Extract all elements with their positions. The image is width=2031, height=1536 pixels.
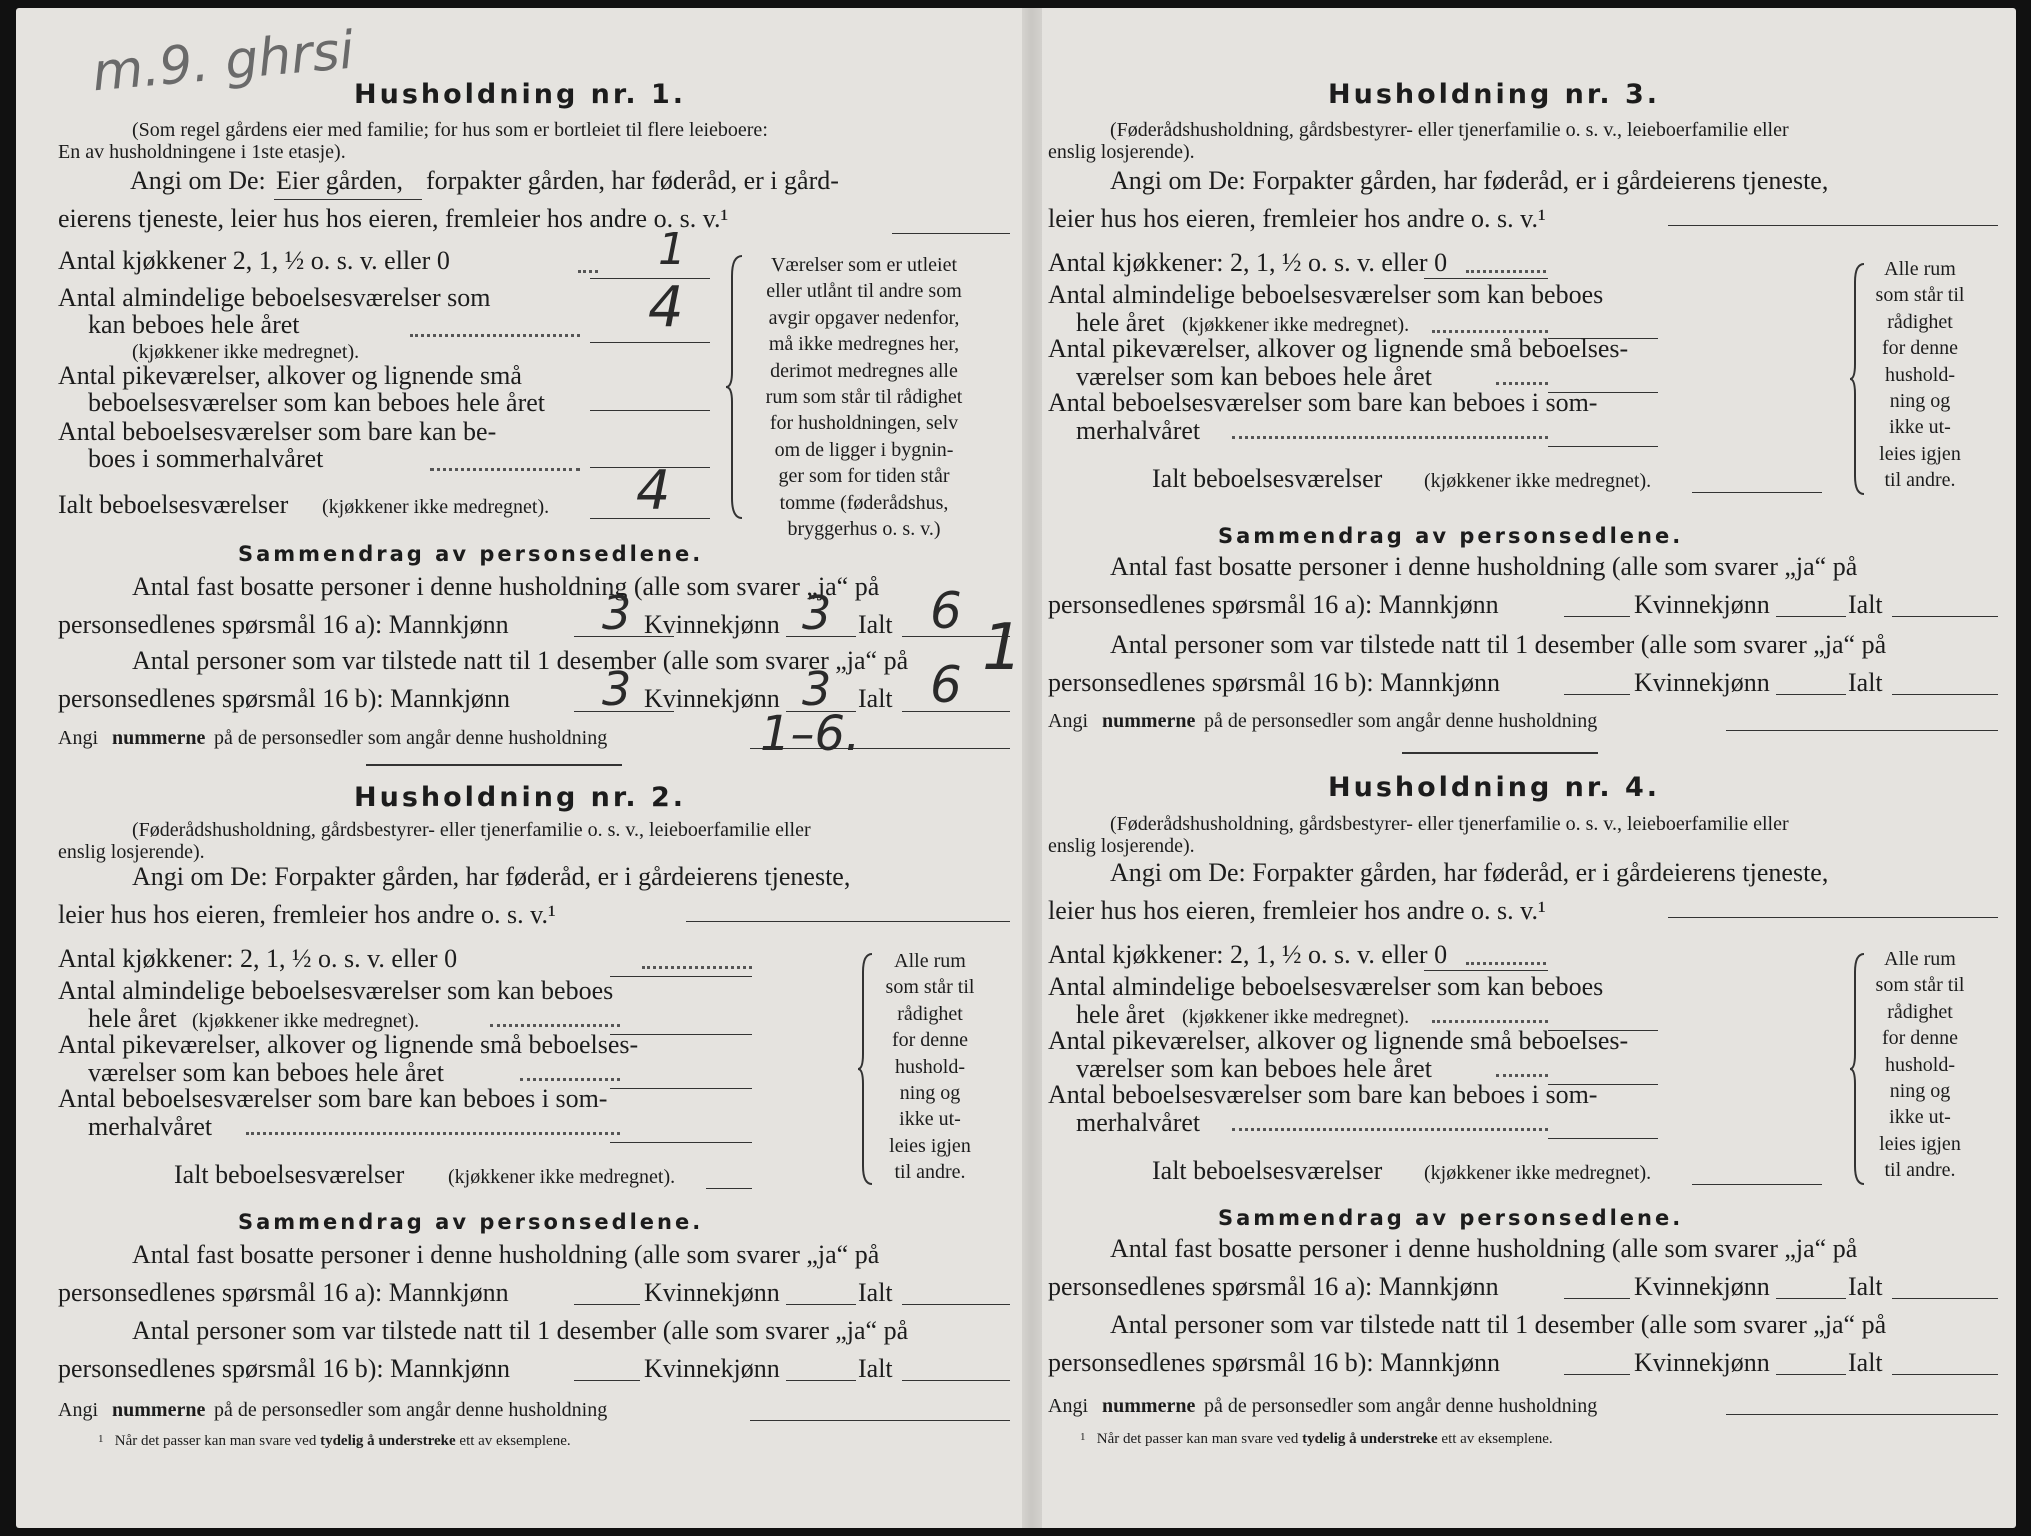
footnote-left	[98, 1434, 571, 1449]
household-4-note-line-1: (Føderådshusholdning, gårdsbestyrer- eller tjenerfamilie o. s. v., leieboerfamilie eller	[1110, 813, 1789, 835]
household-3-summary-residents-text: Antal fast bosatte personer i denne husholdning (alle som svarer „ja“ på	[1110, 552, 1858, 581]
brace-note-line: ning og	[1889, 389, 1951, 412]
household-3-summary-present-women-line	[1776, 694, 1846, 695]
household-4-numbers-keyword: nummerne	[1102, 1395, 1196, 1417]
household-2-summary-present-men-line	[574, 1380, 640, 1381]
brace-note-line: ikke ut-	[1889, 416, 1951, 439]
household-2-summary-present-total-label: Ialt	[858, 1354, 893, 1383]
brace-note-line: rum som står til rådighet	[765, 385, 963, 408]
footnote-emphasis: tydelig å understreke	[320, 1433, 456, 1449]
brace-note-line: ning og	[899, 1081, 961, 1104]
household-3-question-answer-line	[1668, 225, 1998, 226]
household-3-total-rooms-answer-line	[1692, 492, 1822, 493]
household-4-brace-note	[1860, 946, 1980, 1184]
household-1-summary-present-text: Antal personer som var tilstede natt til 1 desember (alle som svarer „ja“ på	[132, 646, 909, 675]
household-4-summary-present-total-line	[1892, 1374, 1998, 1375]
brace-note-line: rådighet	[1887, 1000, 1953, 1023]
separator	[366, 764, 622, 766]
household-3-summary-present-text: Antal personer som var tilstede natt til 1 desember (alle som svarer „ja“ på	[1110, 630, 1887, 659]
household-4-numbers-text: på de personsedler som angår denne husholdning	[1204, 1395, 1598, 1417]
household-3-summary-residents-men-label: personsedlenes spørsmål 16 a): Mannkjønn	[1048, 590, 1499, 619]
brace-note-line: om de ligger i bygnin-	[774, 438, 954, 461]
brace-note-line: til andre.	[1884, 1159, 1956, 1182]
household-4-total-rooms-note: (kjøkkener ikke medregnet).	[1424, 1162, 1652, 1184]
household-2-summary-present-men-label: personsedlenes spørsmål 16 b): Mannkjønn	[58, 1354, 511, 1383]
household-3-numbers-angi: Angi	[1048, 710, 1088, 732]
household-3-summer-rooms-label-2: merhalvåret	[1076, 416, 1201, 445]
household-4-summary-residents-men-label: personsedlenes spørsmål 16 a): Mannkjønn	[1048, 1272, 1499, 1301]
household-3-summary-present-women-label: Kvinnekjønn	[1634, 668, 1770, 697]
household-4-total-rooms-answer-line	[1692, 1184, 1822, 1185]
brace-note-line: ikke ut-	[899, 1108, 961, 1131]
household-3-summary-residents-total-line	[1892, 616, 1998, 617]
brace-note-line: rådighet	[1887, 310, 1953, 333]
household-3-question-line-1: Angi om De: Forpakter gården, har føderåd, er i gårdeierens tjeneste,	[1110, 166, 1829, 195]
household-4-small-rooms-label: Antal pikeværelser, alkover og lignende små beboelses-	[1048, 1026, 1629, 1055]
household-3-summary-residents-total-label: Ialt	[1848, 590, 1883, 619]
household-1-numbers-text: på de personsedler som angår denne husholdning	[214, 727, 608, 749]
right-page	[1046, 8, 2006, 1528]
household-4-rooms-label: Antal almindelige beboelsesværelser som kan beboes	[1048, 972, 1604, 1001]
household-2-summer-rooms-label-2: merhalvåret	[88, 1112, 213, 1141]
household-3-total-rooms-label: Ialt beboelsesværelser	[1152, 464, 1383, 493]
household-4-summary-present-men-label: personsedlenes spørsmål 16 b): Mannkjønn	[1048, 1348, 1501, 1377]
household-2-summary-present-total-line	[902, 1380, 1010, 1381]
household-1-summary-residents-men-label: personsedlenes spørsmål 16 a): Mannkjønn	[58, 610, 509, 639]
household-2-question-answer-line	[686, 921, 1010, 922]
household-1-rooms-label-2: kan beboes hele året	[88, 310, 300, 339]
brace-note-line: Alle rum	[894, 950, 966, 972]
household-2-total-rooms-note: (kjøkkener ikke medregnet).	[448, 1166, 676, 1188]
household-4-numbers-angi: Angi	[1048, 1395, 1088, 1417]
household-3-numbers-text: på de personsedler som angår denne husholdning	[1204, 710, 1598, 732]
household-2-question-line-2: leier hus hos eieren, fremleier hos andre o. s. v.¹	[58, 900, 556, 929]
household-1-summary-present-total-value: 6	[930, 656, 962, 714]
household-2-summary-present-text: Antal personer som var tilstede natt til 1 desember (alle som svarer „ja“ på	[132, 1316, 909, 1345]
household-3-summary-title: Sammendrag av personsedlene.	[1218, 524, 1684, 548]
household-2-summary-residents-total-line	[902, 1304, 1010, 1305]
household-3-summary-residents-women-line	[1776, 616, 1846, 617]
household-3-summary-present-men-line	[1564, 694, 1630, 695]
household-1-summary-residents-total-label: Ialt	[858, 610, 893, 639]
household-3-summary-present-total-line	[1892, 694, 1998, 695]
household-2-summer-rooms-label: Antal beboelsesværelser som bare kan beboes i som-	[58, 1084, 608, 1113]
dots	[1232, 436, 1548, 439]
dots	[1466, 270, 1546, 273]
dots	[1496, 1074, 1548, 1077]
household-3-note-line-2: enslig losjerende).	[1048, 141, 1195, 163]
brace-note-line: ning og	[1889, 1079, 1951, 1102]
footnote-right	[1080, 1432, 1553, 1447]
household-1-eier-underline	[274, 199, 422, 200]
brace-note-line: for denne	[1881, 337, 1959, 360]
household-3-total-rooms-note: (kjøkkener ikke medregnet).	[1424, 470, 1652, 492]
household-1-kitchens-value: 1	[658, 224, 686, 275]
household-4-summary-present-total-label: Ialt	[1848, 1348, 1883, 1377]
dots	[578, 270, 598, 273]
household-2-question-line-1: Angi om De: Forpakter gården, har føderåd, er i gårdeierens tjeneste,	[132, 862, 851, 891]
household-1-rooms-answer-line	[590, 342, 710, 343]
brace-note-line: rådighet	[897, 1002, 963, 1025]
brace-note-line: som står til	[1875, 974, 1965, 997]
household-3-numbers-answer-line	[1726, 730, 1998, 731]
brace-note-line: for denne	[891, 1029, 969, 1052]
brace-note-line: Alle rum	[1884, 948, 1956, 970]
page-fold	[1022, 8, 1042, 1528]
household-3-summary-present-men-label: personsedlenes spørsmål 16 b): Mannkjønn	[1048, 668, 1501, 697]
household-2-summer-rooms-answer-line	[610, 1142, 752, 1143]
household-3-rooms-label-2: hele året	[1076, 308, 1165, 337]
household-1-summer-rooms-label-2: boes i sommerhalvåret	[88, 444, 324, 473]
brace-note-line: ger som for tiden står	[778, 465, 950, 488]
household-2-small-rooms-label-2: værelser som kan beboes hele året	[88, 1058, 444, 1087]
household-1-summary-residents-women-label: Kvinnekjønn	[644, 610, 780, 639]
household-4-summer-rooms-answer-line	[1548, 1138, 1658, 1139]
household-1-note-line-1: (Som regel gårdens eier med familie; for hus som er bortleiet til flere leieboere:	[132, 119, 768, 141]
household-2-numbers-text: på de personsedler som angår denne husholdning	[214, 1399, 608, 1421]
brace-note-line: for husholdningen, selv	[769, 412, 959, 435]
household-2-small-rooms-answer-line	[610, 1088, 752, 1089]
household-2-numbers-keyword: nummerne	[112, 1399, 206, 1421]
household-1-small-rooms-label-2: beboelsesværelser som kan beboes hele året	[88, 388, 546, 417]
household-3-kitchens-answer-line	[1424, 278, 1548, 279]
brace-note-line: hushold-	[1885, 363, 1955, 386]
household-1-title: Husholdning nr. 1.	[354, 79, 687, 110]
household-4-question-answer-line	[1668, 917, 1998, 918]
footnote-text-a: Når det passer kan man svare ved	[1096, 1431, 1299, 1447]
household-2-rooms-label: Antal almindelige beboelsesværelser som kan beboes	[58, 976, 614, 1005]
household-2-numbers-answer-line	[750, 1420, 1010, 1421]
household-1-numbers-keyword: nummerne	[112, 727, 206, 749]
brace-note-line: leies igjen	[889, 1134, 971, 1157]
household-1-question-line-2: eierens tjeneste, leier hus hos eieren, fremleier hos andre o. s. v.¹	[58, 204, 729, 233]
household-4-rooms-label-2: hele året	[1076, 1000, 1165, 1029]
household-3-note-line-1: (Føderådshusholdning, gårdsbestyrer- eller tjenerfamilie o. s. v., leieboerfamilie eller	[1110, 119, 1789, 141]
dots	[430, 468, 580, 471]
household-4-summer-rooms-label: Antal beboelsesværelser som bare kan beboes i som-	[1048, 1080, 1598, 1109]
brace-note-line: for denne	[1881, 1027, 1959, 1050]
household-2-summary-present-women-line	[786, 1380, 856, 1381]
household-3-summer-rooms-answer-line	[1548, 446, 1658, 447]
dots	[1432, 330, 1548, 333]
household-2-summary-residents-men-line	[574, 1304, 640, 1305]
brace-note-line: til andre.	[1884, 469, 1956, 492]
household-4-kitchens-label: Antal kjøkkener: 2, 1, ½ o. s. v. eller 0	[1048, 940, 1448, 969]
household-3-summary-present-total-label: Ialt	[1848, 668, 1883, 697]
dots	[1496, 382, 1548, 385]
dots	[490, 1024, 620, 1027]
footnote-marker: 1	[1080, 1431, 1086, 1443]
census-form-sheet	[16, 8, 2016, 1528]
household-1-small-rooms-label: Antal pikeværelser, alkover og lignende små	[58, 361, 522, 390]
brace-note-line: hushold-	[1885, 1053, 1955, 1076]
household-3-summary-residents-men-line	[1564, 616, 1630, 617]
household-2-numbers-angi: Angi	[58, 1399, 98, 1421]
dots	[1432, 1020, 1548, 1023]
household-1-numbers-angi: Angi	[58, 727, 98, 749]
dots	[520, 1078, 620, 1081]
household-4-summary-residents-women-label: Kvinnekjønn	[1634, 1272, 1770, 1301]
household-2-note-line-2: enslig losjerende).	[58, 841, 205, 863]
brace-note-line: derimot medregnes alle	[770, 359, 958, 382]
household-1-summary-present-men-value: 3	[602, 662, 632, 716]
brace-note-line: til andre.	[894, 1161, 966, 1184]
household-1-summary-residents-women-value: 3	[802, 586, 832, 640]
household-2-summary-residents-women-label: Kvinnekjønn	[644, 1278, 780, 1307]
household-3-summer-rooms-label: Antal beboelsesværelser som bare kan beboes i som-	[1048, 388, 1598, 417]
footnote-text-a: Når det passer kan man svare ved	[114, 1433, 317, 1449]
household-4-question-line-1: Angi om De: Forpakter gården, har føderåd, er i gårdeierens tjeneste,	[1110, 858, 1829, 887]
household-4-total-rooms-label: Ialt beboelsesværelser	[1152, 1156, 1383, 1185]
household-1-question-prefix: Angi om De:	[130, 166, 266, 195]
household-1-summary-present-men-label: personsedlenes spørsmål 16 b): Mannkjønn	[58, 684, 511, 713]
brace-note-line: leies igjen	[1879, 1132, 1961, 1155]
household-2-summary-title: Sammendrag av personsedlene.	[238, 1210, 704, 1234]
household-3-numbers-keyword: nummerne	[1102, 710, 1196, 732]
household-4-note-line-2: enslig losjerende).	[1048, 835, 1195, 857]
footnote-text-c: ett av eksemplene.	[1441, 1431, 1553, 1447]
household-4-summary-present-women-line	[1776, 1374, 1846, 1375]
handwritten-corner-note: m.9. ghrsi	[89, 20, 357, 104]
household-1-rooms-label: Antal almindelige beboelsesværelser som	[58, 283, 491, 312]
household-2-summary-present-women-label: Kvinnekjønn	[644, 1354, 780, 1383]
household-4-rooms-note: (kjøkkener ikke medregnet).	[1182, 1006, 1410, 1028]
household-1-total-rooms-note: (kjøkkener ikke medregnet).	[322, 496, 550, 518]
household-2-kitchens-label: Antal kjøkkener: 2, 1, ½ o. s. v. eller 0	[58, 944, 458, 973]
household-3-brace-note	[1860, 256, 1980, 494]
household-3-question-line-2: leier hus hos eieren, fremleier hos andre o. s. v.¹	[1048, 204, 1546, 233]
household-2-total-rooms-label: Ialt beboelsesværelser	[174, 1160, 405, 1189]
household-1-summary-present-women-label: Kvinnekjønn	[644, 684, 780, 713]
household-2-small-rooms-label: Antal pikeværelser, alkover og lignende små beboelses-	[58, 1030, 639, 1059]
household-1-total-rooms-label: Ialt beboelsesværelser	[58, 490, 289, 519]
brace-note-line: tomme (føderådshus,	[779, 491, 949, 514]
separator	[1402, 752, 1598, 754]
household-4-summer-rooms-label-2: merhalvåret	[1076, 1108, 1201, 1137]
household-1-rooms-value: 4	[648, 275, 684, 340]
household-1-summary-present-women-value: 3	[802, 662, 832, 716]
household-4-summary-residents-total-line	[1892, 1298, 1998, 1299]
household-3-rooms-note: (kjøkkener ikke medregnet).	[1182, 314, 1410, 336]
household-2-title: Husholdning nr. 2.	[354, 782, 687, 813]
footnote-text-c: ett av eksemplene.	[459, 1433, 571, 1449]
household-1-question-answer-line	[892, 233, 1010, 234]
brace-note-line: leies igjen	[1879, 442, 1961, 465]
household-2-summary-residents-text: Antal fast bosatte personer i denne husholdning (alle som svarer „ja“ på	[132, 1240, 880, 1269]
household-1-summary-residents-text: Antal fast bosatte personer i denne husholdning (alle som svarer „ja“ på	[132, 572, 880, 601]
household-2-summary-residents-total-label: Ialt	[858, 1278, 893, 1307]
household-1-summary-residents-total-value: 6	[930, 582, 962, 640]
household-1-kitchens-label: Antal kjøkkener 2, 1, ½ o. s. v. eller 0	[58, 246, 450, 275]
household-4-numbers-answer-line	[1726, 1414, 1998, 1415]
household-4-summary-residents-total-label: Ialt	[1848, 1272, 1883, 1301]
brace-note-line: hushold-	[895, 1055, 965, 1078]
household-1-question-rest: forpakter gården, har føderåd, er i gård-	[426, 166, 839, 195]
household-1-summary-residents-men-value: 3	[602, 586, 632, 640]
household-4-question-line-2: leier hus hos eieren, fremleier hos andre o. s. v.¹	[1048, 896, 1546, 925]
left-page	[50, 8, 1023, 1528]
household-1-numbers-value: 1–6.	[760, 706, 861, 762]
footnote-emphasis: tydelig å understreke	[1302, 1431, 1438, 1447]
dots	[642, 966, 752, 969]
brace-note-line: Værelser som er utleiet	[770, 254, 958, 276]
household-4-kitchens-answer-line	[1424, 970, 1548, 971]
household-1-brace-note	[744, 252, 984, 542]
brace-note-line: eller utlånt til andre som	[766, 280, 962, 303]
household-2-total-rooms-answer-line	[706, 1188, 752, 1189]
household-1-small-rooms-answer-line	[590, 410, 710, 411]
household-2-rooms-label-2: hele året	[88, 1004, 177, 1033]
household-2-note-line-1: (Føderådshusholdning, gårdsbestyrer- eller tjenerfamilie o. s. v., leieboerfamilie eller	[132, 819, 811, 841]
household-1-option-eier-garden[interactable]: Eier gården,	[276, 166, 404, 195]
household-3-kitchens-label: Antal kjøkkener: 2, 1, ½ o. s. v. eller 0	[1048, 248, 1448, 277]
dots	[1466, 962, 1546, 965]
household-3-small-rooms-label-2: værelser som kan beboes hele året	[1076, 362, 1432, 391]
footnote-marker: 1	[98, 1433, 104, 1445]
brace-note-line: bryggerhus o. s. v.)	[787, 517, 941, 540]
brace-note-line: som står til	[885, 976, 975, 999]
household-3-small-rooms-label: Antal pikeværelser, alkover og lignende små beboelses-	[1048, 334, 1629, 363]
dots	[246, 1132, 620, 1135]
household-1-summary-present-total-label: Ialt	[858, 684, 893, 713]
household-4-summary-residents-text: Antal fast bosatte personer i denne husholdning (alle som svarer „ja“ på	[1110, 1234, 1858, 1263]
household-4-summary-present-women-label: Kvinnekjønn	[1634, 1348, 1770, 1377]
household-3-title: Husholdning nr. 3.	[1328, 79, 1661, 110]
brace-note-line: som står til	[1875, 284, 1965, 307]
household-1-note-line-2: En av husholdningene i 1ste etasje).	[58, 141, 346, 163]
household-4-title: Husholdning nr. 4.	[1328, 772, 1661, 803]
household-2-rooms-note: (kjøkkener ikke medregnet).	[192, 1010, 420, 1032]
household-1-brace	[726, 254, 746, 520]
brace-note-line: ikke ut-	[1889, 1106, 1951, 1129]
household-4-summary-present-men-line	[1564, 1374, 1630, 1375]
household-4-summary-title: Sammendrag av personsedlene.	[1218, 1206, 1684, 1230]
brace-note-line: avgir opgaver nedenfor,	[768, 306, 960, 329]
household-1-margin-mark: 1	[982, 611, 1023, 685]
household-4-small-rooms-label-2: værelser som kan beboes hele året	[1076, 1054, 1432, 1083]
dots	[410, 334, 580, 337]
household-3-rooms-label: Antal almindelige beboelsesværelser som kan beboes	[1048, 280, 1604, 309]
household-3-summary-residents-women-label: Kvinnekjønn	[1634, 590, 1770, 619]
household-2-summary-residents-men-label: personsedlenes spørsmål 16 a): Mannkjønn	[58, 1278, 509, 1307]
household-4-summary-residents-men-line	[1564, 1298, 1630, 1299]
household-2-kitchens-answer-line	[610, 976, 752, 977]
household-1-summer-rooms-label: Antal beboelsesværelser som bare kan be-	[58, 417, 497, 446]
household-4-summary-residents-women-line	[1776, 1298, 1846, 1299]
brace-note-line: Alle rum	[1884, 258, 1956, 280]
dots	[1232, 1128, 1548, 1131]
brace-note-line: må ikke medregnes her,	[768, 333, 960, 356]
household-1-total-rooms-value: 4	[636, 459, 671, 522]
household-1-summary-title: Sammendrag av personsedlene.	[238, 542, 704, 566]
household-1-rooms-note: (kjøkkener ikke medregnet).	[132, 341, 360, 363]
household-4-summary-present-text: Antal personer som var tilstede natt til 1 desember (alle som svarer „ja“ på	[1110, 1310, 1887, 1339]
household-2-brace-note	[870, 948, 990, 1186]
household-2-summary-residents-women-line	[786, 1304, 856, 1305]
